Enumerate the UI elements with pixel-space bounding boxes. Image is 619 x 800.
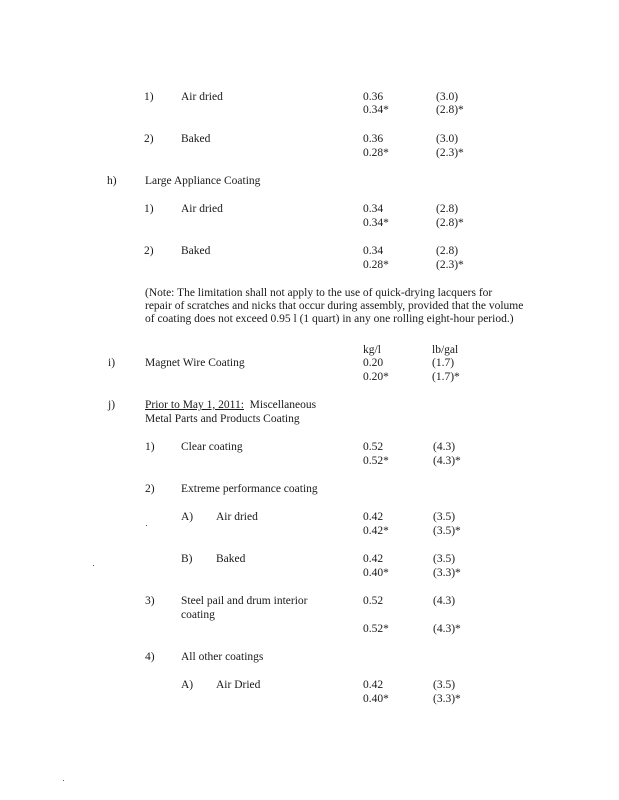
note-line: of coating does not exceed 0.95 l (1 quart) in any one rolling eight-hour period.) [145, 313, 514, 326]
scan-speck [93, 565, 94, 566]
j-item-3-label-line1: Steel pail and drum interior [181, 595, 308, 607]
h-item-1-label: Air dried [181, 203, 223, 215]
section-h-title: Large Appliance Coating [145, 175, 261, 187]
h-item-2-lb-limit: (2.8) [436, 245, 459, 257]
j-item-2b-lb-limit: (3.5) [433, 553, 456, 565]
j-item-2a-kg-limit: 0.42 [363, 511, 384, 523]
h-item-2-kg-limit-alt: 0.28* [363, 259, 389, 271]
g-item-1-lb-limit: (3.0) [436, 91, 459, 103]
section-j-title-line2: Metal Parts and Products Coating [145, 413, 300, 425]
section-j-letter: j) [108, 399, 116, 411]
j-item-1-number: 1) [145, 441, 155, 453]
j-item-3-lb-limit-alt: (4.3)* [433, 623, 461, 635]
g-item-1-kg-limit-alt: 0.34* [363, 104, 389, 116]
j-item-2b-label: Baked [216, 553, 246, 565]
note-line: repair of scratches and nicks that occur during assembly, provided that the volume [145, 300, 524, 313]
g-item-2-label: Baked [181, 133, 211, 145]
g-item-1-lb-limit-alt: (2.8)* [436, 104, 464, 116]
j-item-4a-lb-limit: (3.5) [433, 679, 456, 691]
section-j-date-qualifier: Prior to May 1, 2011: [145, 399, 244, 411]
h-item-2-lb-limit-alt: (2.3)* [436, 259, 464, 271]
j-item-2-number: 2) [145, 483, 155, 495]
scan-speck [63, 780, 64, 781]
unit-header-kg-per-liter: kg/l [363, 344, 381, 356]
section-j-title [145, 399, 316, 412]
j-item-1-kg-limit: 0.52 [363, 441, 384, 453]
j-item-2a-kg-limit-alt: 0.42* [363, 525, 389, 537]
g-item-2-kg-limit-alt: 0.28* [363, 147, 389, 159]
scan-speck [146, 525, 147, 526]
section-h-letter: h) [107, 175, 117, 187]
i-kg-limit: 0.20 [363, 357, 384, 369]
i-lb-limit-alt: (1.7)* [432, 371, 460, 383]
j-item-2a-lb-limit-alt: (3.5)* [433, 525, 461, 537]
g-item-2-number: 2) [144, 133, 154, 145]
h-item-1-number: 1) [144, 203, 154, 215]
h-item-2-kg-limit: 0.34 [363, 245, 384, 257]
h-item-1-lb-limit-alt: (2.8)* [436, 217, 464, 229]
section-h-note [145, 287, 535, 327]
j-item-4a-kg-limit: 0.42 [363, 679, 384, 691]
j-item-2b-letter: B) [181, 553, 193, 565]
i-lb-limit: (1.7) [432, 357, 455, 369]
j-item-2a-lb-limit: (3.5) [433, 511, 456, 523]
j-item-2b-kg-limit-alt: 0.40* [363, 567, 389, 579]
g-item-2-lb-limit: (3.0) [436, 133, 459, 145]
g-item-1-kg-limit: 0.36 [363, 91, 384, 103]
j-item-3-kg-limit: 0.52 [363, 595, 384, 607]
g-item-1-number: 1) [144, 91, 154, 103]
j-item-2b-lb-limit-alt: (3.3)* [433, 567, 461, 579]
h-item-1-kg-limit-alt: 0.34* [363, 217, 389, 229]
j-item-4-label: All other coatings [181, 651, 264, 663]
j-item-3-lb-limit: (4.3) [433, 595, 456, 607]
j-item-2a-label: Air dried [216, 511, 258, 523]
h-item-1-kg-limit: 0.34 [363, 203, 384, 215]
h-item-1-lb-limit: (2.8) [436, 203, 459, 215]
j-item-1-lb-limit-alt: (4.3)* [433, 455, 461, 467]
j-item-2a-letter: A) [181, 511, 194, 523]
j-item-4a-label: Air Dried [216, 679, 261, 691]
j-item-4-number: 4) [145, 651, 155, 663]
j-item-2-label: Extreme performance coating [181, 483, 318, 495]
h-item-2-number: 2) [144, 245, 154, 257]
g-item-1-label: Air dried [181, 91, 223, 103]
j-item-3-number: 3) [145, 595, 155, 607]
j-item-3-label-line2: coating [181, 609, 215, 621]
i-kg-limit-alt: 0.20* [363, 371, 389, 383]
section-i-title: Magnet Wire Coating [145, 357, 245, 369]
j-item-1-kg-limit-alt: 0.52* [363, 455, 389, 467]
j-item-1-lb-limit: (4.3) [433, 441, 456, 453]
section-j-title-rest: Miscellaneous [249, 399, 317, 411]
j-item-4a-lb-limit-alt: (3.3)* [433, 693, 461, 705]
j-item-3-kg-limit-alt: 0.52* [363, 623, 389, 635]
g-item-2-kg-limit: 0.36 [363, 133, 384, 145]
unit-header-lb-per-gallon: lb/gal [432, 344, 459, 356]
section-i-letter: i) [108, 357, 116, 369]
note-line: (Note: The limitation shall not apply to the use of quick-drying lacquers for [145, 287, 493, 299]
h-item-2-label: Baked [181, 245, 211, 257]
j-item-4a-kg-limit-alt: 0.40* [363, 693, 389, 705]
j-item-4a-letter: A) [181, 679, 194, 691]
j-item-2b-kg-limit: 0.42 [363, 553, 384, 565]
g-item-2-lb-limit-alt: (2.3)* [436, 147, 464, 159]
j-item-1-label: Clear coating [181, 441, 243, 453]
